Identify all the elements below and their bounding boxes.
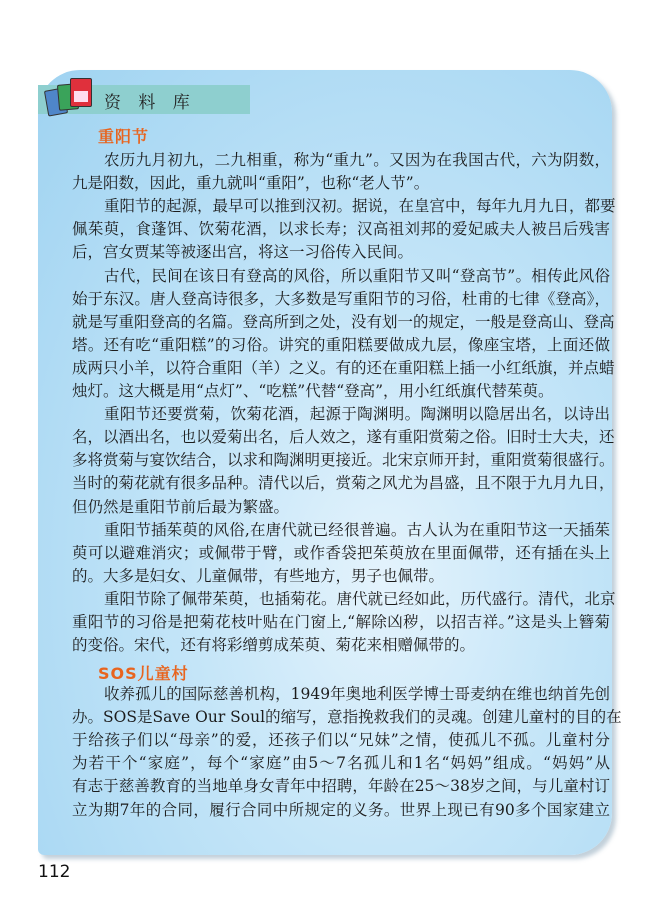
paragraph-line: 收养孤儿的国际慈善机构，1949年奥地利医学博士哥麦纳在维也纳首先创 [104,685,610,703]
paragraph-line: 办。SOS是Save Our Soul的缩写，意指挽救我们的灵魂。创建儿童村的目的在 [72,708,622,727]
paragraph-line: 的。大多是妇女、儿童佩带，有些地方，男子也佩带。 [72,566,445,585]
paragraph-line: 但仍然是重阳节前后最为繁盛。 [72,497,290,516]
paragraph-line: 后，宫女贾某等被逐出宫，将这一习俗传入民间。 [72,243,414,262]
paragraph-line: 始于东汉。唐人登高诗很多，大多数是写重阳节的习俗，杜甫的七律《登高》， [72,289,610,308]
paragraph-line: 重阳节的习俗是把菊花枝叶贴在门窗上,“解除凶秽，以招吉祥。”这是头上簪菊 [72,613,610,631]
paragraph-line: 有志于慈善教育的当地单身女青年中招聘，年龄在25～38岁之间，与儿童村订 [72,777,610,796]
paragraph-line: 重阳节除了佩带茱萸，也插菊花。唐代就已经如此，历代盛行。清代，北京 [104,589,616,608]
paragraph-line: 萸可以避难消灾；或佩带于臂，或作香袋把茱萸放在里面佩带，还有插在头上 [72,543,610,562]
paragraph-line: 为若干个“家庭”，每个“家庭”由5～7名孤儿和1名“妈妈”组成。“妈妈”从 [72,754,610,773]
paragraph-line: 佩茱萸，食蓬饵、饮菊花酒，以求长寿；汉高祖刘邦的爱妃戚夫人被吕后残害 [72,220,610,239]
paragraph-line: 当时的菊花就有很多品种。清代以后，赏菊之风尤为昌盛，且不限于九月九日， [72,474,615,493]
paragraph-line: 塔。还有吃“重阳糕”的习俗。讲究的重阳糕要做成九层，像座宝塔，上面还做 [72,335,610,354]
paragraph-line: 农历九月初九，二九相重，称为“重九”。又因为在我国古代，六为阴数， [104,151,610,169]
paragraph-line: 就是写重阳登高的名篇。登高所到之处，没有划一的规定，一般是登高山、登高 [72,312,615,331]
page-number: 112 [38,862,71,882]
paragraph-line: 的变俗。宋代，还有将彩缯剪成茱萸、菊花来相赠佩带的。 [72,636,476,655]
paragraph-line: 成两只小羊，以符合重阳（羊）之义。有的还在重阳糕上插一小红纸旗，并点蜡 [72,358,615,377]
paragraph-line: 多将赏菊与宴饮结合，以求和陶渊明更接近。北宋京师开封，重阳赏菊很盛行。 [72,451,615,470]
paragraph-line: 重阳节还要赏菊，饮菊花酒，起源于陶渊明。陶渊明以隐居出名，以诗出 [104,405,610,424]
paragraph-line: 重阳节的起源，最早可以推到汉初。据说，在皇宫中，每年九月九日，都要 [104,197,616,216]
paragraph-line: 烛灯。这大概是用“点灯”、“吃糕”代替“登高”，用小红纸旗代替茱萸。 [72,382,554,400]
paragraph-line: 名，以酒出名，也以爱菊出名，后人效之，遂有重阳赏菊之俗。旧时士大夫，还 [72,428,615,447]
paragraph-line: 重阳节插茱萸的风俗,在唐代就已经很普遍。古人认为在重阳节这一天插茱 [104,520,610,539]
header-title: 资 料 库 [104,93,196,113]
section-heading: 重阳节 [98,127,150,146]
section-heading: SOS儿童村 [98,664,189,683]
paragraph-line: 古代，民间在该日有登高的风俗，所以重阳节又叫“登高节”。相传此风俗 [104,266,610,285]
paragraph-line: 九是阳数，因此，重九就叫“重阳”，也称“老人节”。 [72,174,430,193]
paragraph-line: 于给孩子们以“母亲”的爱，还孩子们以“兄妹”之情，使孤儿不孤。儿童村分 [72,731,610,750]
paragraph-line: 立为期7年的合同，履行合同中所规定的义务。世界上现已有90多个国家建立 [72,800,610,819]
